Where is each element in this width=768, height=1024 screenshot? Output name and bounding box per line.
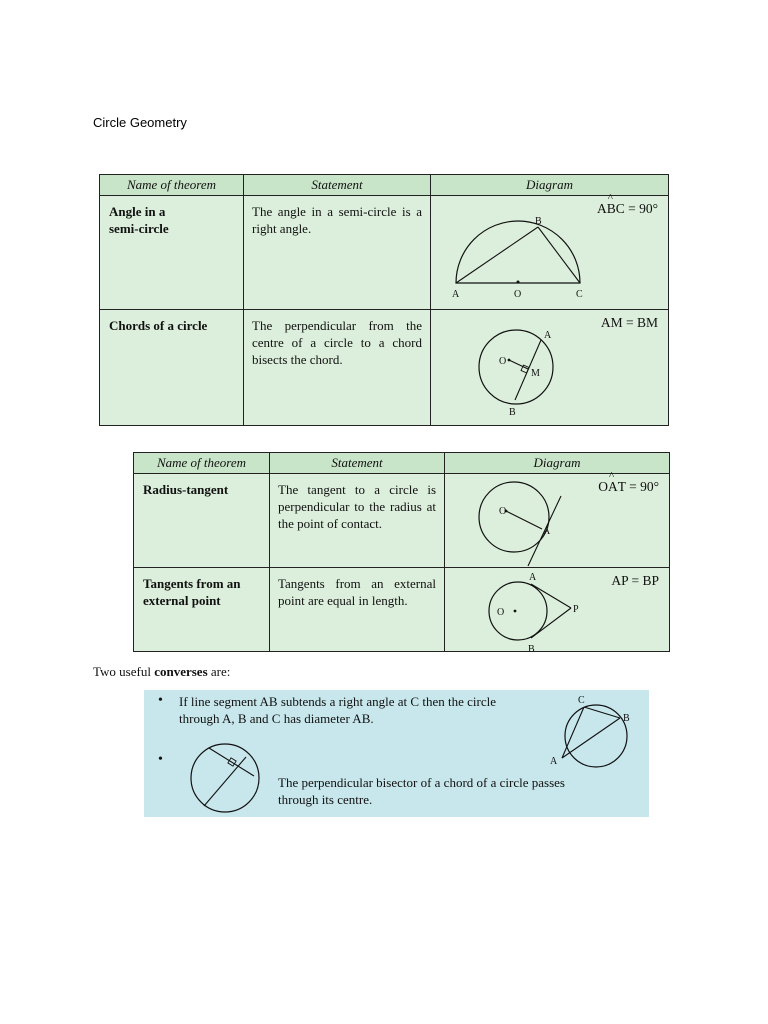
converses-intro-before: Two useful: [93, 664, 155, 679]
label-a: A: [452, 289, 460, 300]
label-a: A: [544, 330, 552, 341]
bullet: •: [158, 693, 163, 708]
statement-cell: [244, 310, 431, 426]
header-statement: Statement: [244, 175, 431, 196]
radius-tangent-diagram: [445, 470, 670, 567]
diagram-cell: [431, 310, 669, 426]
label-o: O: [497, 607, 505, 618]
theorem-name-line: external point: [143, 593, 221, 608]
theorem-name-cell: [134, 568, 270, 652]
statement-cell: [244, 196, 431, 310]
table-row: [100, 196, 669, 310]
equation: OA ^ T = 90°: [598, 470, 659, 494]
statement-text: Tangents from an external point are equal in length.: [278, 576, 436, 608]
label-b: B: [623, 713, 630, 724]
label-m: M: [531, 368, 540, 379]
label-c: C: [578, 695, 585, 706]
label-p: P: [573, 604, 579, 615]
theorem-name-cell: [134, 474, 270, 568]
converses-intro: [93, 664, 230, 680]
diagram-cell: [445, 568, 670, 652]
converse-2-diagram: [186, 740, 266, 818]
theorem-name-cell: [100, 196, 244, 310]
converse-1-diagram: [546, 692, 646, 777]
equation: AM = BM: [600, 315, 658, 330]
label-b: B: [509, 407, 516, 418]
header-statement: Statement: [270, 453, 445, 474]
table-header-row: [100, 175, 669, 196]
theorem-table-2: [133, 452, 670, 652]
table-header-row: [134, 453, 670, 474]
theorem-name-line: Chords of a circle: [109, 318, 208, 333]
equation: AP = BP: [611, 573, 659, 588]
label-a: A: [543, 526, 551, 537]
page-title: Circle Geometry: [93, 115, 187, 130]
theorem-name-line: Radius-tangent: [143, 482, 229, 497]
theorem-name-line: Angle in a: [109, 204, 166, 219]
converse-2-text: The perpendicular bisector of a chord of a circle passes through its centre.: [278, 775, 565, 807]
diagram-cell: [431, 192, 669, 310]
theorem-name-cell: [100, 310, 244, 426]
statement-text: The perpendicular from the centre of a circle to a chord bisects the chord.: [252, 318, 422, 367]
converse-1-text: If line segment AB subtends a right angle at C then the circle through A, B and C has diameter AB.: [179, 694, 496, 726]
label-c: C: [576, 289, 583, 300]
header-name: Name of theorem: [134, 453, 270, 474]
header-diagram: Diagram: [431, 175, 669, 196]
statement-text: The tangent to a circle is perpendicular to the radius at the point of contact.: [278, 482, 436, 531]
converses-intro-bold: converses: [154, 664, 208, 679]
statement-cell: [270, 568, 445, 652]
converses-box: [144, 690, 649, 817]
external-tangents-diagram: [445, 568, 670, 651]
label-a: A: [529, 572, 537, 583]
header-diagram: Diagram: [445, 453, 670, 474]
bullet: •: [158, 752, 163, 767]
label-a: A: [550, 756, 558, 767]
header-name: Name of theorem: [100, 175, 244, 196]
label-o: O: [499, 506, 507, 517]
equation: AB ^ C = 90°: [596, 192, 658, 216]
statement-text: The angle in a semi-circle is a right angle.: [252, 204, 422, 236]
theorem-table-1: [99, 174, 669, 426]
table-row: [134, 474, 670, 568]
statement-cell: [270, 474, 445, 568]
chord-diagram: [431, 310, 669, 425]
label-b: B: [528, 644, 535, 651]
diagram-cell: [445, 470, 670, 568]
theorem-name-line: Tangents from an: [143, 576, 241, 591]
semicircle-diagram: [431, 192, 669, 309]
table-row: [100, 310, 669, 426]
table-row: [134, 568, 670, 652]
theorem-name-line: semi-circle: [109, 221, 169, 236]
label-o: O: [514, 289, 522, 300]
label-o: O: [499, 356, 507, 367]
label-b: B: [535, 216, 542, 227]
converses-intro-after: are:: [207, 664, 231, 679]
